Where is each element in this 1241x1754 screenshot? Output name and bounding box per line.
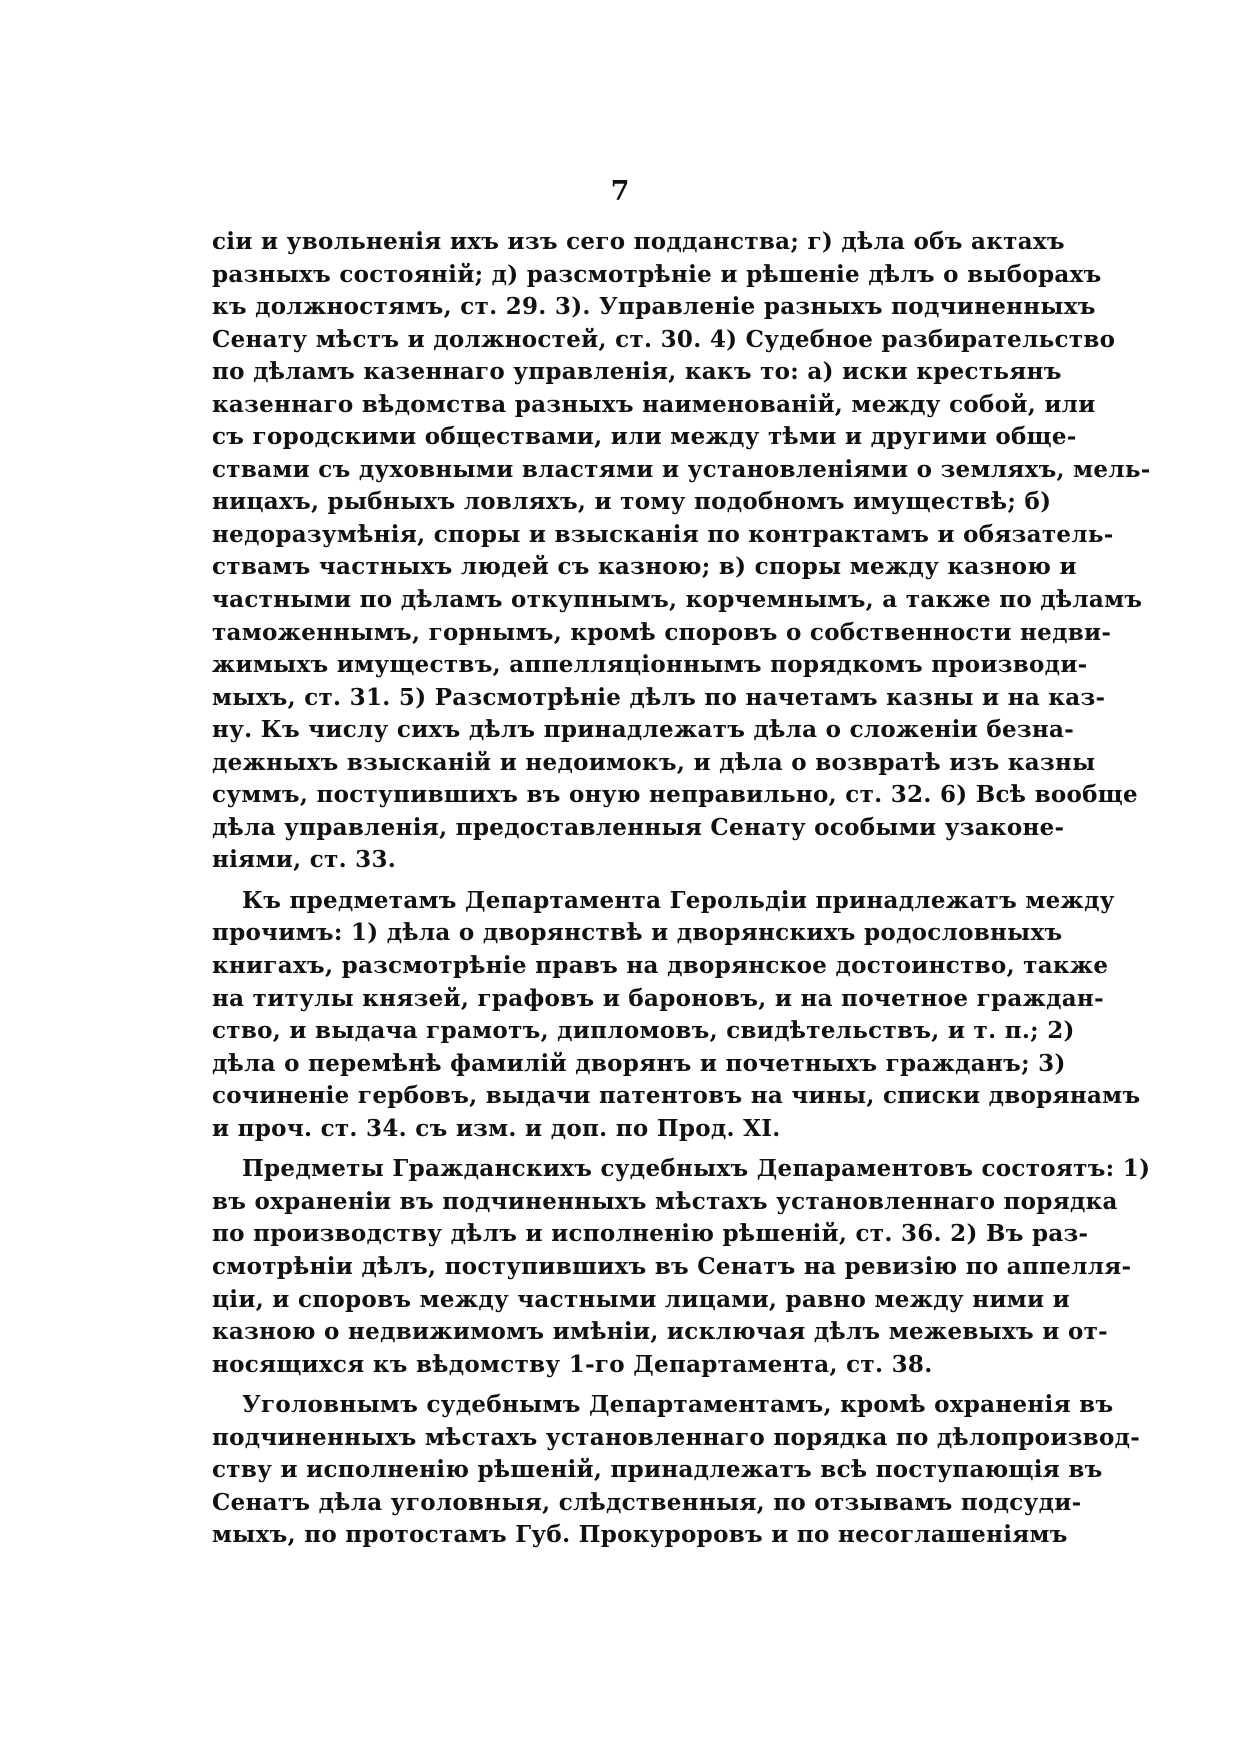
text-line: книгахъ, разсмотрѣніе правъ на дворянское достоинство, также: [212, 952, 1109, 980]
paragraph-2: [212, 885, 1141, 1145]
text-line: ствамъ частныхъ людей съ казною; в) споры между казною и: [212, 553, 1077, 581]
text-line: дѣла о перемѣнѣ фамилій дворянъ и почетныхъ гражданъ; 3): [212, 1049, 1066, 1077]
text-line: дѣла управленія, предоставленныя Сенату особыми узаконе-: [212, 813, 1065, 841]
text-line: съ городскими обществами, или между тѣми и другими обще-: [212, 423, 1077, 451]
text-line: таможеннымъ, горнымъ, кромѣ споровъ о собственности недви-: [212, 618, 1112, 646]
text-line: подчиненныхъ мѣстахъ установленнаго порядка по дѣлопроизвод-: [212, 1423, 1141, 1451]
page-number: 7: [610, 176, 631, 207]
text-line: ству и исполненію рѣшеній, принадлежатъ всѣ поступающія въ: [212, 1456, 1103, 1484]
text-line: къ должностямъ, ст. 29. 3). Управленіе разныхъ подчиненныхъ: [212, 293, 1096, 321]
text-line: ницахъ, рыбныхъ ловляхъ, и тому подобномъ имуществѣ; б): [212, 488, 1052, 516]
text-line: казною о недвижимомъ имѣніи, исключая дѣлъ межевыхъ и от-: [212, 1318, 1108, 1346]
text-line: и проч. ст. 34. съ изм. и доп. по Прод. XI.: [212, 1114, 781, 1142]
paragraph-4: [212, 1389, 1141, 1552]
paragraph-1: [212, 226, 1151, 877]
text-line: ствами съ духовными властями и установленіями о земляхъ, мель-: [212, 455, 1151, 483]
text-line: мыхъ, по протостамъ Губ. Прокуроровъ и по несоглашеніямъ: [212, 1521, 1068, 1549]
text-line: разныхъ состояній; д) разсмотрѣніе и рѣшеніе дѣлъ о выборахъ: [212, 260, 1102, 288]
text-line: частными по дѣламъ откупнымъ, корчемнымъ, а также по дѣламъ: [212, 586, 1143, 614]
text-line: ніями, ст. 33.: [212, 846, 397, 874]
text-line: Сенатъ дѣла уголовныя, слѣдственныя, по отзывамъ подсуди-: [212, 1488, 1082, 1516]
text-line: сочиненіе гербовъ, выдачи патентовъ на чины, списки дворянамъ: [212, 1082, 1141, 1110]
text-line: по дѣламъ казеннаго управленія, какъ то: а) иски крестьянъ: [212, 358, 1062, 386]
text-line: казеннаго вѣдомства разныхъ наименованій, между собой, или: [212, 390, 1096, 418]
text-line: сіи и увольненія ихъ изъ сего подданства; г) дѣла объ актахъ: [212, 228, 1065, 255]
text-line: ство, и выдача грамотъ, дипломовъ, свидѣтельствъ, и т. п.; 2): [212, 1017, 1075, 1045]
text-line: по производству дѣлъ и исполненію рѣшеній, ст. 36. 2) Въ раз-: [212, 1220, 1089, 1248]
text-line: Къ предметамъ Департамента Герольдіи принадлежатъ между: [242, 886, 1115, 914]
text-line: Уголовнымъ судебнымъ Департаментамъ, кромѣ охраненія въ: [242, 1391, 1114, 1419]
text-line: недоразумѣнія, споры и взысканія по контрактамъ и обязатель-: [212, 520, 1114, 548]
text-line: смотрѣніи дѣлъ, поступившихъ въ Сенатъ на ревизію по аппелля-: [212, 1252, 1132, 1280]
text-line: въ охраненіи въ подчиненныхъ мѣстахъ установленнаго порядка: [212, 1187, 1118, 1215]
paragraph-3: [212, 1153, 1151, 1381]
document-body: [212, 226, 1151, 1552]
text-line: дежныхъ взысканій и недоимокъ, и дѣла о возвратѣ изъ казны: [212, 748, 1096, 776]
text-line: жимыхъ имуществъ, аппелляціоннымъ порядкомъ производи-: [212, 651, 1088, 679]
text-line: носящихся къ вѣдомству 1-го Департамента, ст. 38.: [212, 1350, 933, 1378]
text-line: Предметы Гражданскихъ судебныхъ Депараментовъ состоятъ: 1): [242, 1155, 1151, 1183]
text-line: мыхъ, ст. 31. 5) Разсмотрѣніе дѣлъ по начетамъ казны и на каз-: [212, 683, 1106, 711]
text-line: Сенату мѣстъ и должностей, ст. 30. 4) Судебное разбирательство: [212, 325, 1116, 353]
text-line: суммъ, поступившихъ въ оную неправильно, ст. 32. 6) Всѣ вообще: [212, 781, 1138, 809]
text-line: ціи, и споровъ между частными лицами, равно между ними и: [212, 1285, 1070, 1313]
text-line: ну. Къ числу сихъ дѣлъ принадлежатъ дѣла о сложеніи безна-: [212, 716, 1075, 744]
text-line: на титулы князей, графовъ и бароновъ, и на почетное граждан-: [212, 984, 1104, 1012]
text-line: прочимъ: 1) дѣла о дворянствѣ и дворянскихъ родословныхъ: [212, 919, 1063, 947]
